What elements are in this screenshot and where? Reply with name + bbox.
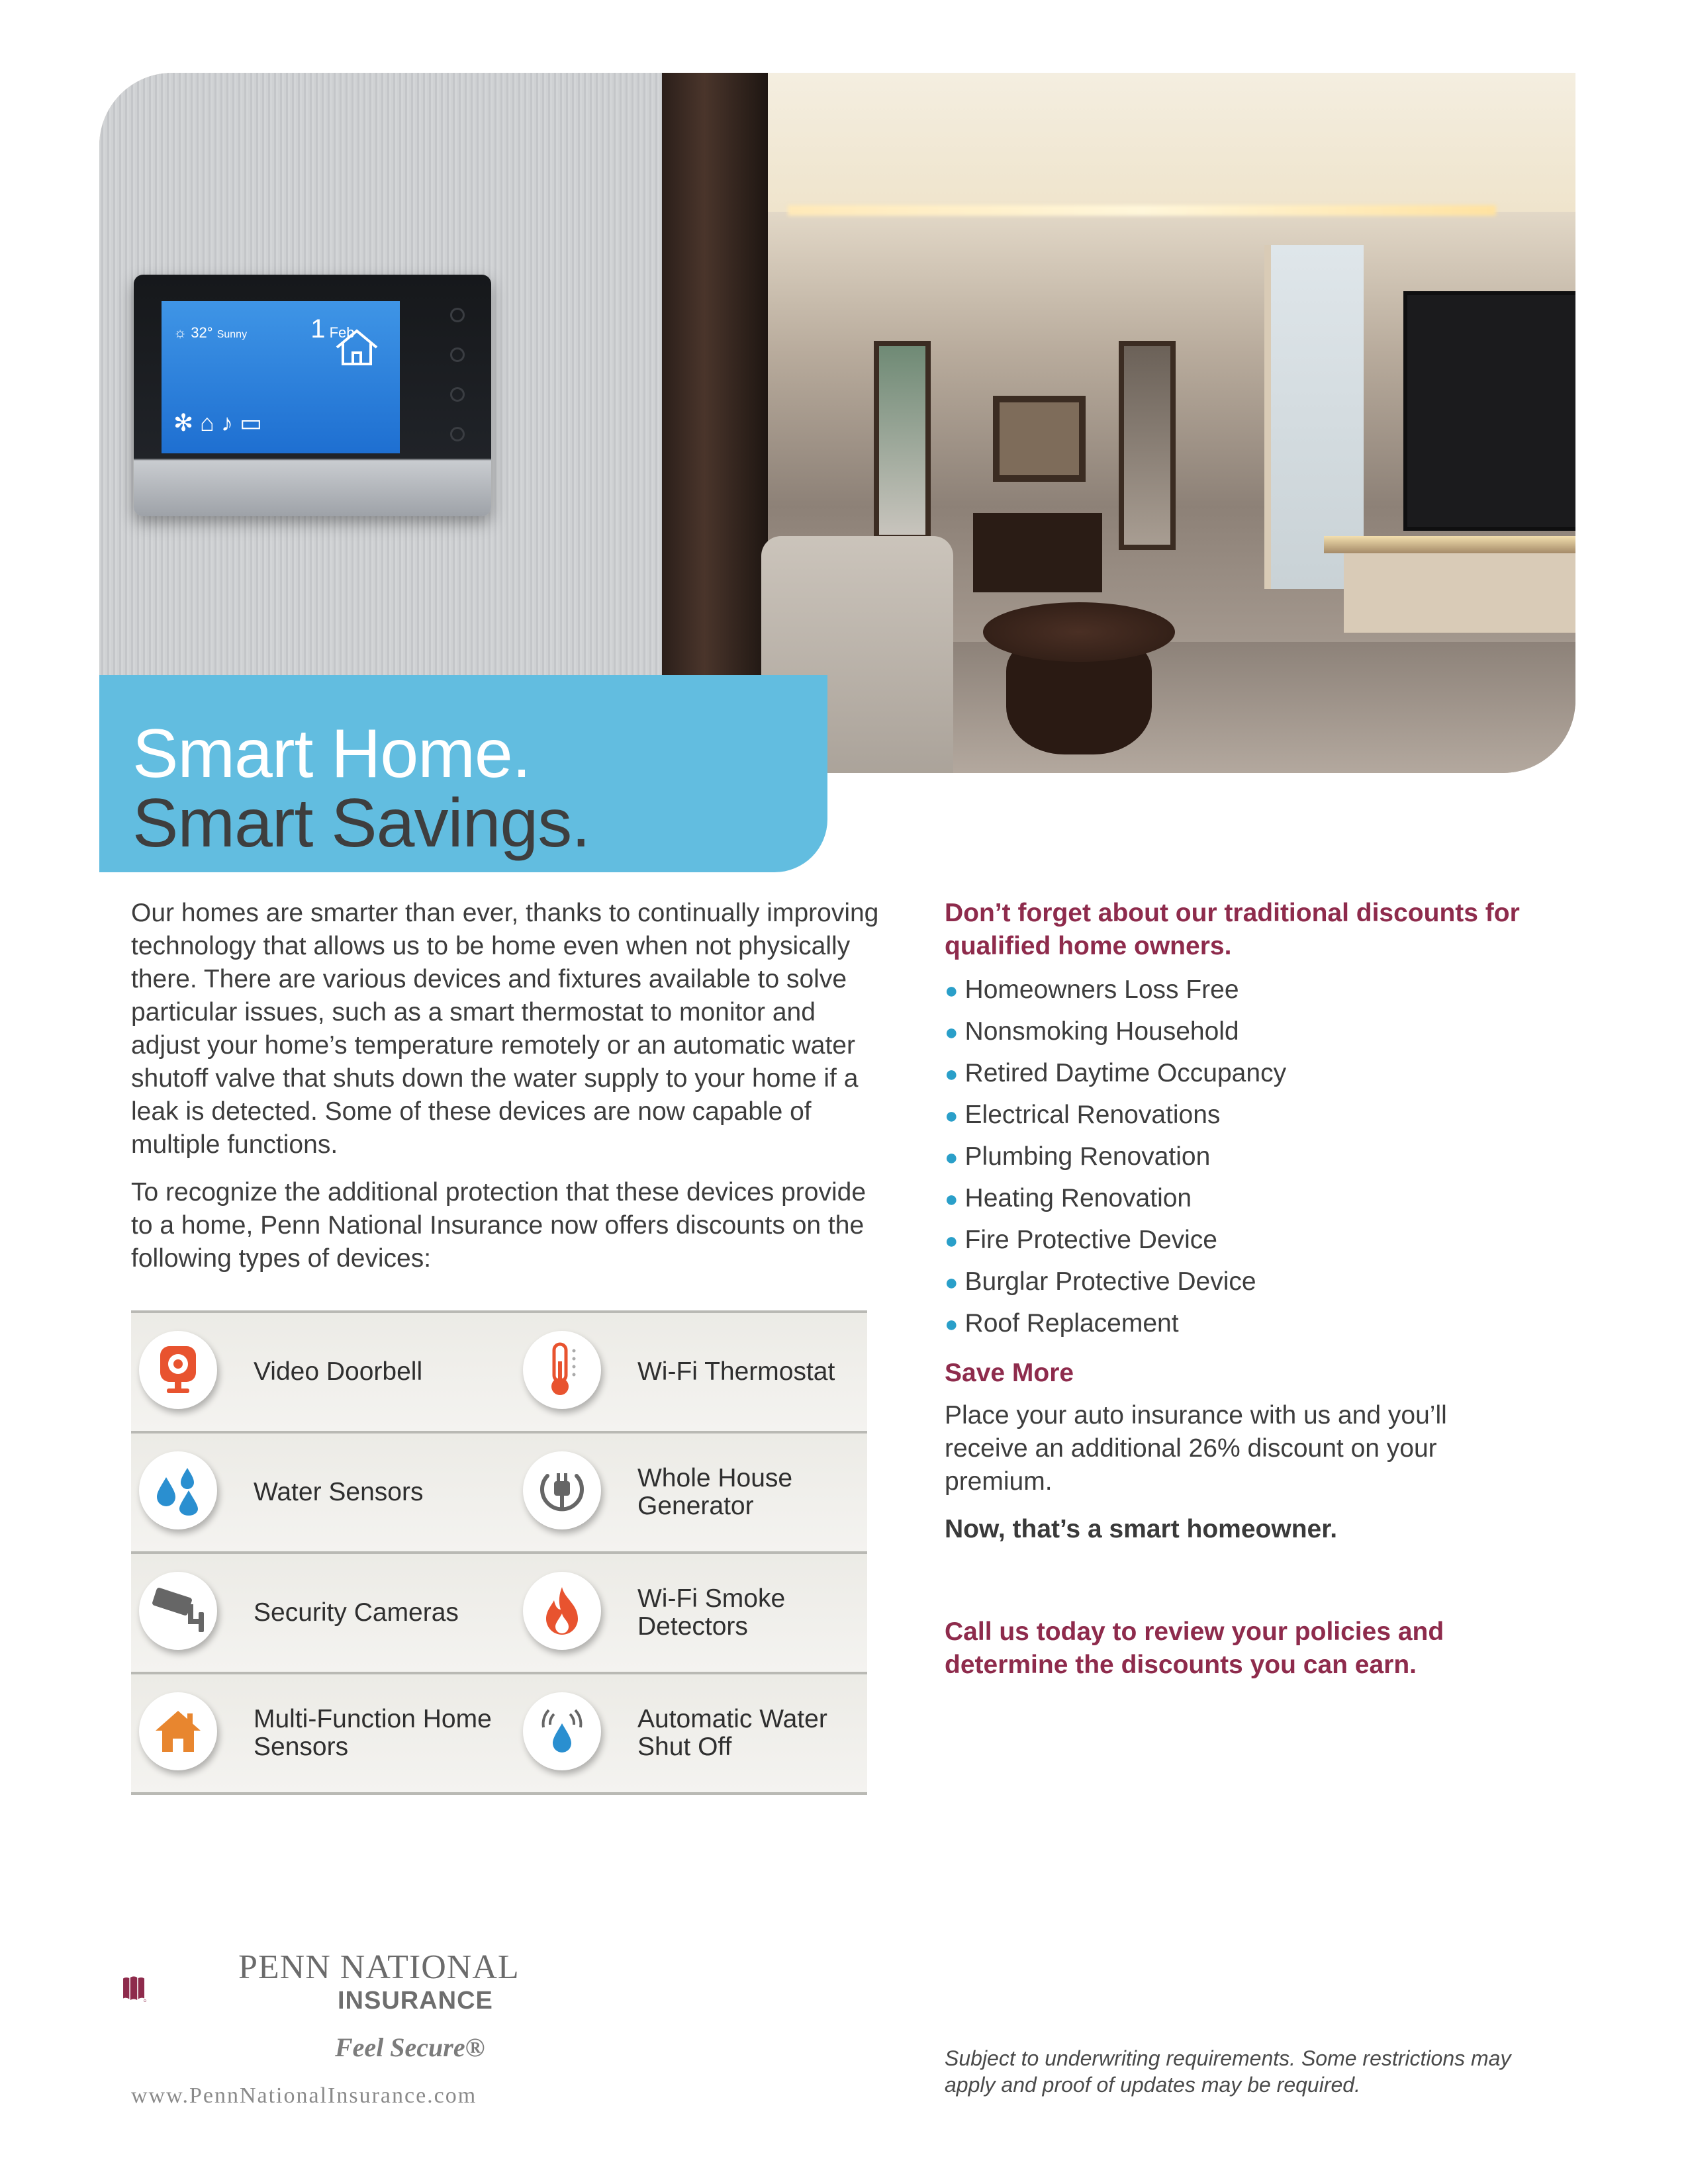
- device-row: [131, 1310, 867, 1431]
- bullet-icon: ●: [945, 1228, 959, 1253]
- title-band: [99, 675, 827, 872]
- brand-slogan: Feel Secure®: [335, 2032, 485, 2062]
- device-cell: [131, 1313, 499, 1431]
- list-item: ● Fire Protective Device: [945, 1226, 1217, 1254]
- thermostat-button: [450, 427, 465, 441]
- list-item: ● Roof Replacement: [945, 1309, 1179, 1338]
- list-item: ● Heating Renovation: [945, 1184, 1192, 1212]
- thermostat-weather: Sunny: [216, 329, 248, 340]
- list-item: ● Electrical Renovations: [945, 1101, 1221, 1129]
- call-to-action: Call us today to review your policies and determine the discounts you can earn.: [945, 1617, 1444, 1679]
- thermostat-button: [450, 387, 465, 402]
- device-cell: [515, 1313, 883, 1431]
- traditional-discounts-list: [945, 970, 1527, 1345]
- page-title-line2: Smart Savings.: [132, 785, 590, 862]
- device-label: Security Cameras: [254, 1598, 459, 1627]
- thermostat-icon-row: [173, 409, 269, 437]
- ceiling: [768, 73, 1575, 212]
- brand-name: PENN NATIONAL: [238, 1948, 520, 1986]
- device-cell: [131, 1554, 499, 1672]
- traditional-discounts-heading: Don’t forget about our traditional discounts for qualified home owners.: [945, 899, 1520, 960]
- fan-icon: ✻: [173, 409, 201, 436]
- door-frame: [662, 73, 768, 773]
- bullet-icon: ●: [945, 1062, 959, 1087]
- bullet-icon: ●: [945, 1103, 959, 1128]
- device-cell: [131, 1433, 499, 1551]
- video-doorbell-icon: [139, 1331, 217, 1409]
- tv-cabinet: [1344, 553, 1575, 633]
- wall-mirror: [993, 396, 1086, 482]
- device-row: [131, 1551, 867, 1672]
- house-outline-icon: [334, 328, 380, 367]
- thermostat-button: [450, 308, 465, 322]
- website-link[interactable]: www.PennNationalInsurance.com: [131, 2083, 477, 2108]
- doorway: [1119, 341, 1176, 550]
- thermostat-readout: [173, 314, 355, 344]
- device-row: [131, 1672, 867, 1795]
- save-more-heading: Save More: [945, 1359, 1074, 1387]
- water-shutoff-icon: [523, 1692, 601, 1770]
- bullet-icon: ●: [945, 1145, 959, 1170]
- tv-shelf: [1324, 536, 1575, 553]
- water-drops-icon: [139, 1451, 217, 1529]
- device-label: Automatic Water Shut Off: [637, 1705, 827, 1761]
- save-more-text: Place your auto insurance with us and you’ll receive an additional 26% discount on your premium.: [945, 1401, 1447, 1496]
- device-row: [131, 1431, 867, 1551]
- thermometer-icon: [523, 1331, 601, 1409]
- list-item: ● Nonsmoking Household: [945, 1017, 1239, 1046]
- power-plug-icon: [523, 1451, 601, 1529]
- sun-icon: ☼: [173, 324, 187, 341]
- thermostat-day: 1: [310, 314, 326, 343]
- music-icon: ♪: [220, 409, 240, 436]
- list-item: ● Plumbing Renovation: [945, 1142, 1211, 1171]
- intro-paragraph: To recognize the additional protection that these devices provide to a home, Penn National Insurance now offers discounts on the following types of devices:: [131, 1178, 867, 1273]
- device-cell: [131, 1674, 499, 1792]
- coffee-table: [983, 602, 1175, 662]
- camera-icon: ▭: [239, 409, 269, 436]
- device-discount-grid: [131, 1310, 867, 1795]
- dresser: [973, 513, 1102, 592]
- thermostat-button: [450, 347, 465, 362]
- bullet-icon: ●: [945, 978, 959, 1003]
- intro-text: [131, 897, 879, 1290]
- flame-icon: [523, 1572, 601, 1650]
- thermostat-month: Feb: [329, 324, 355, 341]
- page-title-line1: Smart Home.: [132, 715, 531, 792]
- discount-column: [945, 897, 1527, 1682]
- disclaimer-text: Subject to underwriting requirements. Some restrictions may apply and proof of updates may be required.: [945, 2046, 1511, 2097]
- lock-icon: ⌂: [200, 409, 221, 436]
- ceiling-light: [788, 205, 1496, 216]
- list-item: ● Homeowners Loss Free: [945, 976, 1239, 1004]
- smart-homeowner-tagline: Now, that’s a smart homeowner.: [945, 1515, 1338, 1543]
- intro-paragraph: Our homes are smarter than ever, thanks to continually improving technology that allows us to be home even when not physically there. There are various devices and fixtures available to solve particular issues, such as a smart thermostat to monitor and adjust your home’s temperature remotely or an automatic water shutoff valve that shuts down the water supply to your home if a leak is detected. Some of these devices are now capable of multiple functions.: [131, 899, 879, 1159]
- penn-national-logo-icon: [122, 1936, 228, 2042]
- list-item: ● Burglar Protective Device: [945, 1267, 1256, 1296]
- thermostat-temp: 32°: [191, 324, 213, 341]
- bullet-icon: ●: [945, 1312, 959, 1337]
- device-label: Wi-Fi Smoke Detectors: [637, 1584, 786, 1641]
- security-camera-icon: [139, 1572, 217, 1650]
- device-cell: [515, 1674, 883, 1792]
- thermostat-screen: [162, 301, 400, 453]
- device-label: Whole House Generator: [637, 1464, 793, 1520]
- device-label: Wi-Fi Thermostat: [637, 1357, 835, 1386]
- device-label: Multi-Function Home Sensors: [254, 1705, 492, 1761]
- bullet-icon: ●: [945, 1187, 959, 1212]
- list-item: ● Retired Daytime Occupancy: [945, 1059, 1287, 1087]
- doorway: [874, 341, 931, 540]
- bullet-icon: ●: [945, 1020, 959, 1045]
- television: [1403, 291, 1575, 531]
- device-label: Water Sensors: [254, 1478, 424, 1506]
- brand-insurance: INSURANCE: [338, 1987, 493, 2015]
- bullet-icon: ●: [945, 1270, 959, 1295]
- house-icon: [139, 1692, 217, 1770]
- device-cell: [515, 1554, 883, 1672]
- device-label: Video Doorbell: [254, 1357, 423, 1386]
- device-cell: [515, 1433, 883, 1551]
- smart-thermostat-panel: [134, 275, 491, 516]
